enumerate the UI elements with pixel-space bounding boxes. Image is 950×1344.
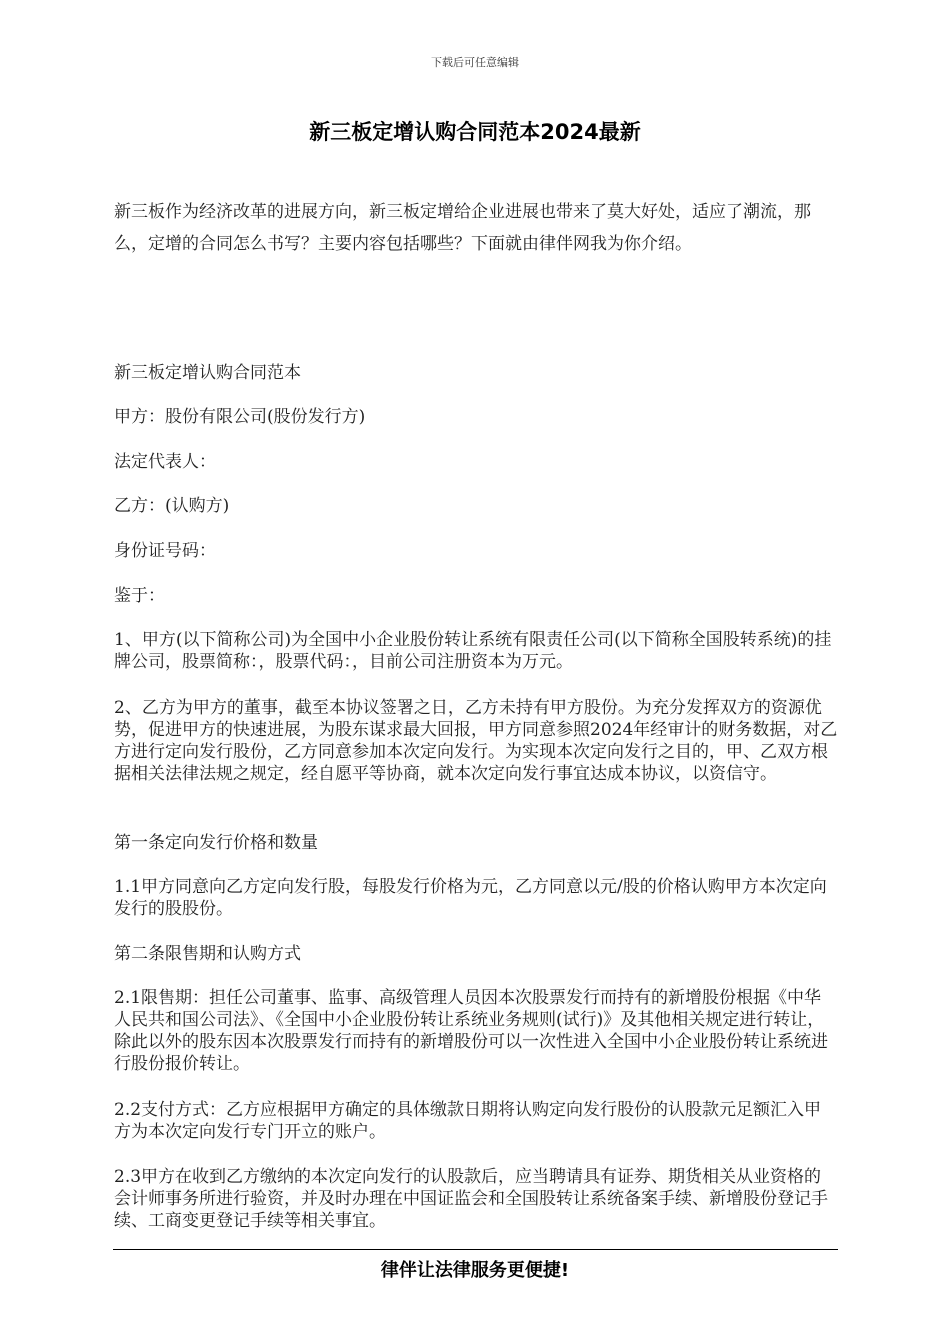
clause-paragraph-1: 1、甲方(以下简称公司)为全国中小企业股份转让系统有限责任公司(以下简称全国股转系统)的挂牌公司，股票简称：，股票代码：，目前公司注册资本为万元。	[114, 630, 832, 672]
download-note: 下载后可任意编辑	[431, 56, 519, 69]
template-title: 新三板定增认购合同范本	[114, 363, 301, 383]
article-2-3: 2.3甲方在收到乙方缴纳的本次定向发行的认股款后，应当聘请具有证券、期货相关从业资格的会计师事务所进行验资，并及时办理在中国证监会和全国股转让系统备案手续、新增股份登记手续、工商变更登记手续等相关事宜。	[114, 1167, 828, 1231]
document-title: 新三板定增认购合同范本2024最新	[309, 120, 641, 144]
footer-slogan: 律伴让法律服务更便捷!	[380, 1260, 570, 1281]
id-number-line: 身份证号码：	[114, 541, 216, 561]
article-2-2: 2.2支付方式：乙方应根据甲方确定的具体缴款日期将认购定向发行股份的认股款元足额汇入甲方为本次定向发行专门开立的账户。	[114, 1100, 822, 1142]
article-2-title: 第二条限售期和认购方式	[114, 944, 301, 964]
footer-divider	[113, 1249, 838, 1250]
article-2-1: 2.1限售期：担任公司董事、监事、高级管理人员因本次股票发行而持有的新增股份根据《中华人民共和国公司法》、《全国中小企业股份转让系统业务规则(试行)》及其他相关规定进行转让，除此以外的股东因本次股票发行而持有的新增股份可以一次性进入全国中小企业股份转让系统进行股份报价转让。	[114, 988, 828, 1074]
clause-paragraph-2: 2、乙方为甲方的董事，截至本协议签署之日，乙方未持有甲方股份。为充分发挥双方的资源优势，促进甲方的快速进展，为股东谋求最大回报，甲方同意参照2024年经审计的财务数据，对乙方进行定向发行股份，乙方同意参加本次定向发行。为实现本次定向发行之目的，甲、乙双方根据相关法律法规之规定，经自愿平等协商，就本次定向发行事宜达成本协议，以资信守。	[114, 698, 838, 784]
article-1-title: 第一条定向发行价格和数量	[114, 833, 318, 853]
article-1-1: 1.1甲方同意向乙方定向发行股，每股发行价格为元，乙方同意以元/股的价格认购甲方本次定向发行的股股份。	[114, 877, 827, 919]
intro-paragraph: 新三板作为经济改革的进展方向，新三板定增给企业进展也带来了莫大好处，适应了潮流，那么，定增的合同怎么书写？主要内容包括哪些？下面就由律伴网我为你介绍。	[114, 202, 811, 254]
whereas-line: 鉴于：	[114, 586, 165, 606]
legal-rep-line: 法定代表人：	[114, 452, 216, 472]
party-a-line: 甲方：股份有限公司(股份发行方)	[114, 407, 366, 427]
party-b-line: 乙方：(认购方)	[114, 496, 230, 516]
